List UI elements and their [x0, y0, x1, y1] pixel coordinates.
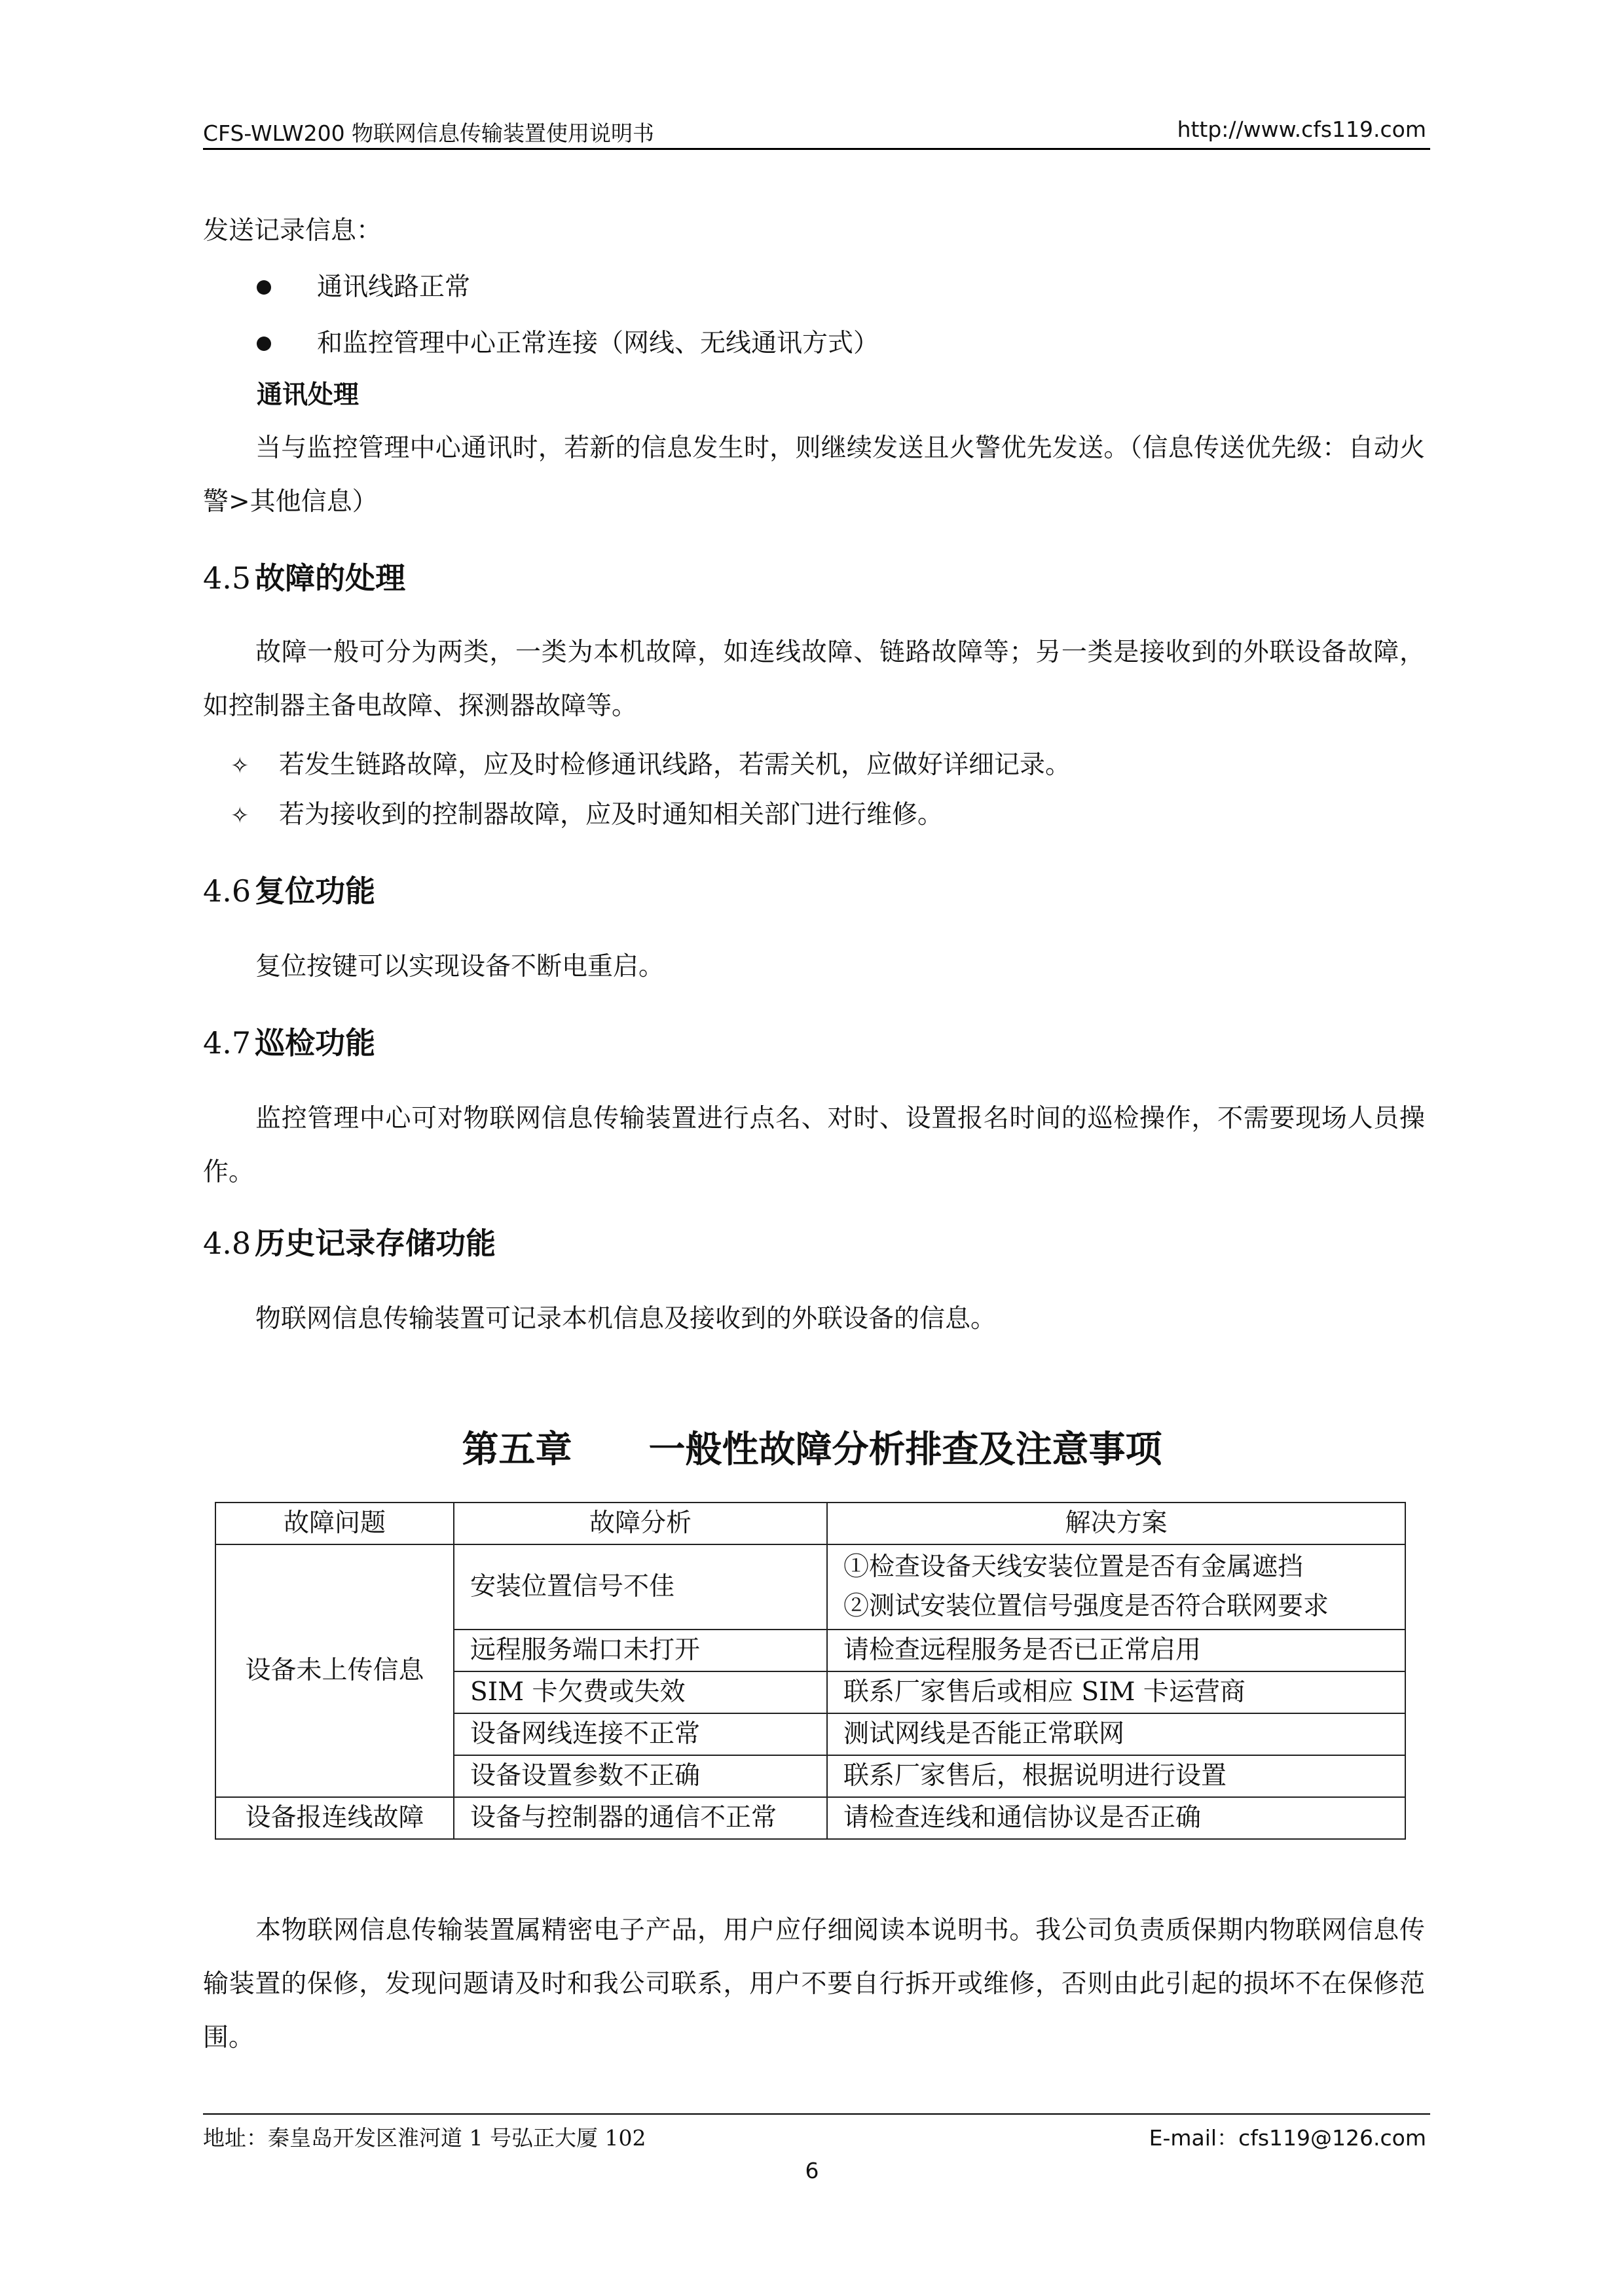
comm-paragraph: 当与监控管理中心通讯时，若新的信息发生时，则继续发送且火警优先发送。（信息传送优先级：自动火警>其他信息）: [203, 433, 1425, 517]
table-header-cell: 解决方案: [827, 1503, 1405, 1544]
section-heading: [203, 1216, 496, 1270]
section-number: 4.5: [203, 560, 251, 596]
table-header-cell: 故障分析: [454, 1503, 827, 1544]
chapter-number: 第五章: [462, 1428, 572, 1471]
table-header-cell: 故障问题: [215, 1503, 454, 1544]
solution-cell: 请检查远程服务是否已正常启用: [827, 1630, 1405, 1671]
section-heading: [203, 864, 375, 918]
section-number: 4.6: [203, 873, 251, 909]
solution-cell: 联系厂家售后，根据说明进行设置: [827, 1755, 1405, 1797]
analysis-cell: 设备与控制器的通信不正常: [454, 1797, 827, 1839]
page-number: 6: [805, 2158, 819, 2183]
section-title: 历史记录存储功能: [255, 1226, 496, 1261]
header-url[interactable]: http://www.cfs119.com: [1177, 117, 1426, 142]
comm-heading: 通讯处理: [257, 380, 360, 410]
problem-cell: 设备报连线故障: [215, 1797, 454, 1839]
header-divider: [203, 148, 1430, 150]
bullet-dot-icon: [257, 337, 271, 351]
solution-cell: 测试网线是否能正常联网: [827, 1713, 1405, 1755]
send-record-label: 发送记录信息：: [203, 216, 382, 246]
section-title: 巡检功能: [255, 1025, 376, 1061]
problem-cell: 设备未上传信息: [215, 1544, 454, 1797]
analysis-cell: 设备设置参数不正确: [454, 1755, 827, 1797]
solution-cell: [827, 1544, 1405, 1630]
diamond-list-item: [231, 788, 943, 843]
solution-cell: 联系厂家售后或相应 SIM 卡运营商: [827, 1671, 1405, 1713]
section-paragraph: 复位按键可以实现设备不断电重启。: [255, 952, 665, 981]
bullet-dot-icon: [257, 280, 271, 295]
section-number: 4.8: [203, 1226, 251, 1261]
bullet-text: 和监控管理中心正常连接（网线、无线通讯方式）: [317, 329, 879, 358]
table-row: [215, 1544, 1405, 1630]
solution-cell: 请检查连线和通信协议是否正确: [827, 1797, 1405, 1839]
diamond-item-text: 若为接收到的控制器故障，应及时通知相关部门进行维修。: [279, 800, 944, 829]
bullet-item: [257, 317, 879, 371]
table-header-row: [215, 1503, 1405, 1544]
section-heading: [203, 551, 405, 605]
diamond-item-text: 若发生链路故障，应及时检修通讯线路，若需关机，应做好详细记录。: [279, 750, 1071, 780]
section-paragraph: 故障一般可分为两类，一类为本机故障，如连线故障、链路故障等；另一类是接收到的外联设备故障，如控制器主备电故障、探测器故障等。: [203, 638, 1425, 721]
diamond-bullet-icon: ✧: [231, 803, 249, 829]
analysis-cell: SIM 卡欠费或失效: [454, 1671, 827, 1713]
section-paragraph: 物联网信息传输装置可记录本机信息及接收到的外联设备的信息。: [255, 1304, 997, 1334]
footer-email[interactable]: E-mail：cfs119@126.com: [1149, 2125, 1426, 2151]
solution-line: ②测试安装位置信号强度是否符合联网要求: [843, 1592, 1329, 1621]
analysis-cell: 设备网线连接不正常: [454, 1713, 827, 1755]
footer-divider: [203, 2113, 1430, 2115]
section-paragraph: 监控管理中心可对物联网信息传输装置进行点名、对时、设置报名时间的巡检操作，不需要现场人员操作。: [203, 1104, 1425, 1187]
diamond-list-item: [231, 738, 1071, 793]
section-heading: [203, 1016, 375, 1070]
fault-table: [215, 1502, 1406, 1840]
section-title: 复位功能: [255, 873, 376, 909]
header-title: CFS-WLW200 物联网信息传输装置使用说明书: [203, 120, 655, 146]
section-number: 4.7: [203, 1025, 251, 1061]
diamond-bullet-icon: ✧: [231, 753, 249, 779]
footer-address: 地址：秦皇岛开发区淮河道 1 号弘正大厦 102: [203, 2125, 646, 2151]
table-row: [215, 1797, 1405, 1839]
section-title: 故障的处理: [255, 560, 406, 596]
analysis-cell: 远程服务端口未打开: [454, 1630, 827, 1671]
chapter-name: 一般性故障分析排查及注意事项: [648, 1428, 1162, 1471]
chapter-title: [0, 1421, 1624, 1473]
bullet-text: 通讯线路正常: [317, 272, 471, 302]
bullet-item: [257, 261, 470, 314]
solution-line: ①检查设备天线安装位置是否有金属遮挡: [843, 1552, 1304, 1582]
notice-paragraph: 本物联网信息传输装置属精密电子产品，用户应仔细阅读本说明书。我公司负责质保期内物联网信息传输装置的保修，发现问题请及时和我公司联系，用户不要自行拆开或维修，否则由此引起的损坏不在保修范围。: [203, 1916, 1425, 2052]
analysis-cell: 安装位置信号不佳: [454, 1544, 827, 1630]
